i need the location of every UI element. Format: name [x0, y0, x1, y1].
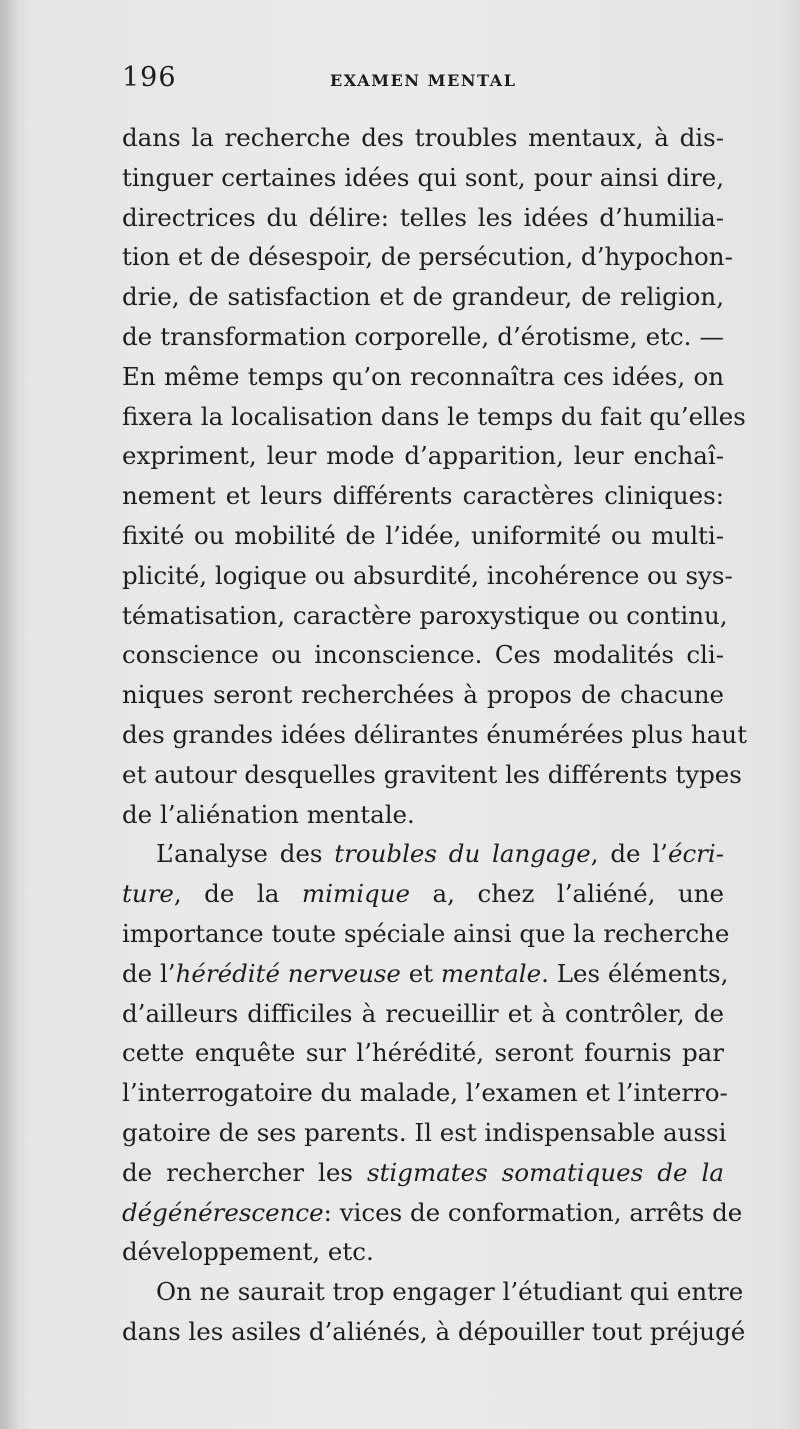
- italic-term: ture: [122, 879, 174, 909]
- paragraph-end-line: de l’aliénation mentale.: [122, 799, 415, 829]
- text-line: de rechercher les stigmates somatiques de la: [122, 1157, 724, 1187]
- text-line: nement et leurs différents caractères cliniques:: [122, 481, 724, 511]
- text-line: expriment, leur mode d’apparition, leur enchaî-: [122, 441, 724, 471]
- text-line: et autour desquelles gravitent les différents types: [122, 759, 742, 789]
- text-line: de transformation corporelle, d’érotisme, etc. —: [122, 321, 724, 351]
- italic-term: stigmates somatiques de la: [367, 1157, 724, 1187]
- paragraph-end-line: développement, etc.: [122, 1237, 374, 1267]
- italic-term: dégénérescence: [122, 1197, 324, 1227]
- text-line: directrices du délire: telles les idées d’humilia-: [122, 202, 724, 232]
- text-line: gatoire de ses parents. Il est indispensable aussi: [122, 1117, 727, 1147]
- text-line: des grandes idées délirantes énumérées plus haut: [122, 719, 747, 749]
- italic-term: écri-: [667, 839, 724, 869]
- text-line: dans la recherche des troubles mentaux, à dis-: [122, 123, 724, 152]
- text-line: importance toute spéciale ainsi que la recherche: [122, 918, 730, 948]
- italic-term: hérédité nerveuse: [175, 958, 401, 988]
- text-line: dans les asiles d’aliénés, à dépouiller tout préjugé: [122, 1316, 746, 1346]
- text-line: niques seront recherchées à propos de chacune: [122, 680, 724, 710]
- text-line: plicité, logique ou absurdité, incohérence ou sys-: [122, 560, 733, 590]
- italic-term: mimique: [301, 879, 410, 909]
- text-line: d’ailleurs difficiles à recueillir et à contrôler, de: [122, 998, 724, 1028]
- italic-term: mentale: [440, 958, 542, 988]
- text-line: tinguer certaines idées qui sont, pour ainsi dire,: [122, 162, 724, 192]
- text-line: tématisation, caractère paroxystique ou continu,: [122, 600, 728, 630]
- text-line: l’interrogatoire du malade, l’examen et l’interro-: [122, 1078, 728, 1108]
- text-line: cette enquête sur l’hérédité, seront fournis par: [122, 1038, 724, 1068]
- text-line: de l’hérédité nerveuse et mentale. Les éléments,: [122, 958, 729, 988]
- text-line: dégénérescence: vices de conformation, arrêts de: [122, 1197, 743, 1227]
- text-line: ture, de la mimique a, chez l’aliéné, une: [122, 879, 724, 909]
- paragraph-start-line: L’analyse des troubles du langage, de l’écri-: [156, 839, 724, 869]
- text-line: En même temps qu’on reconnaîtra ces idées, on: [122, 361, 724, 391]
- text-line: fixité ou mobilité de l’idée, uniformité ou multi-: [122, 520, 724, 550]
- body-text: [122, 118, 747, 1352]
- running-head: [122, 62, 722, 96]
- paragraph-start-line: On ne saurait trop engager l’étudiant qui entre: [156, 1277, 744, 1307]
- text-line: tion et de désespoir, de persécution, d’hypochon-: [122, 242, 733, 272]
- text-line: drie, de satisfaction et de grandeur, de religion,: [122, 282, 724, 312]
- italic-term: troubles du langage: [334, 839, 591, 869]
- text-line: conscience ou inconscience. Ces modalités cli-: [122, 640, 724, 670]
- text-line: fixera la localisation dans le temps du fait qu’elles: [122, 401, 746, 431]
- page-number: 196: [122, 62, 177, 93]
- running-title: EXAMEN MENTAL: [330, 71, 517, 90]
